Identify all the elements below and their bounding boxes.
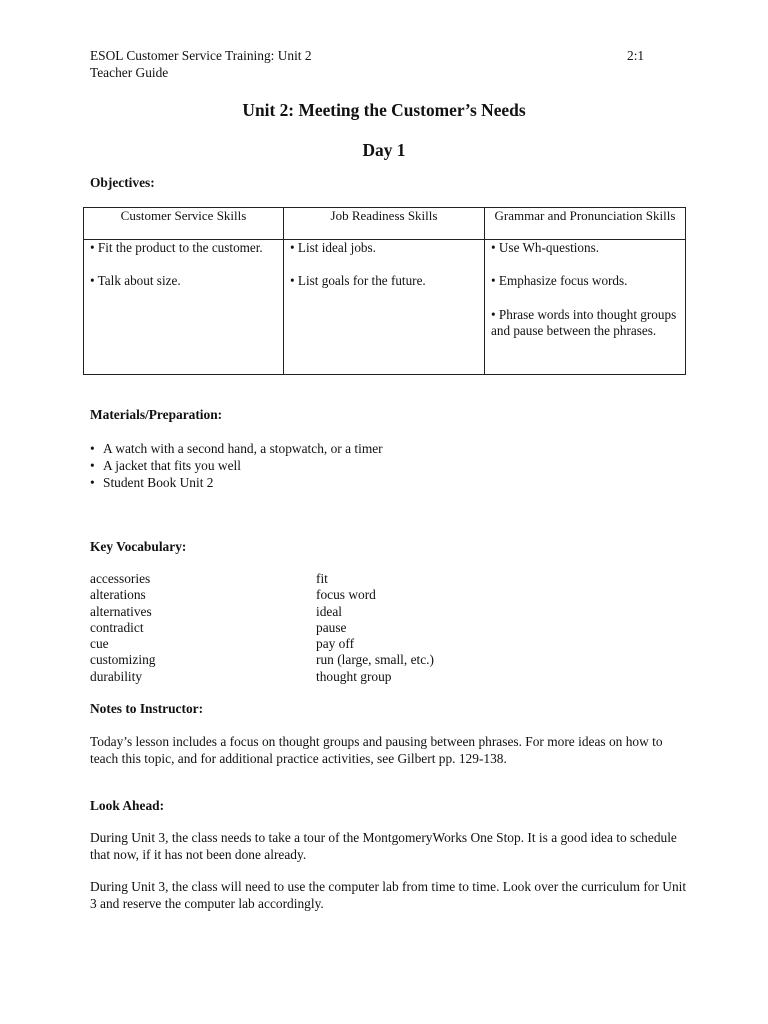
notes-heading: Notes to Instructor: (90, 701, 204, 716)
vocabulary-term: focus word (316, 587, 376, 603)
column-header-grammar-pronunciation: Grammar and Pronunciation Skills (485, 208, 686, 240)
header-course-title: ESOL Customer Service Training: Unit 2 (90, 48, 312, 63)
vocabulary-heading: Key Vocabulary: (90, 539, 187, 554)
list-item: • A watch with a second hand, a stopwatch, or a timer (90, 440, 383, 457)
vocabulary-term: customizing (90, 652, 156, 668)
column-header-job-readiness: Job Readiness Skills (284, 208, 485, 240)
vocabulary-term: accessories (90, 571, 151, 586)
vocabulary-term: contradict (90, 619, 144, 635)
unit-title: Unit 2: Meeting the Customer’s Needs (242, 100, 526, 120)
objectives-table (83, 207, 686, 375)
materials-list (90, 440, 383, 491)
day-heading: Day 1 (362, 140, 406, 160)
objective-item: • List ideal jobs. (290, 240, 376, 255)
objective-item: • Talk about size. (90, 273, 181, 289)
vocabulary-term: cue (90, 636, 109, 652)
objectives-heading: Objectives: (90, 175, 155, 190)
vocabulary-term: alterations (90, 587, 146, 603)
objectives-header-row (84, 208, 686, 240)
grammar-pronunciation-skills-cell (485, 240, 686, 375)
vocabulary-term: run (large, small, etc.) (316, 652, 434, 668)
objective-item: • Emphasize focus words. (491, 273, 628, 289)
column-header-customer-service: Customer Service Skills (84, 208, 284, 240)
look-ahead-heading: Look Ahead: (90, 798, 165, 813)
header-page-reference: 2:1 (627, 48, 645, 63)
vocabulary-column-1 (90, 571, 155, 685)
customer-service-skills-cell (84, 240, 284, 375)
objective-item: • Use Wh-questions. (491, 240, 600, 255)
vocabulary-term: durability (90, 668, 143, 684)
look-ahead-paragraph-1: During Unit 3, the class needs to take a tour of the MontgomeryWorks One Stop. It is a good idea to schedule that now, if it has not been done already. (90, 830, 677, 862)
job-readiness-skills-cell (284, 240, 485, 375)
vocabulary-term: pay off (316, 636, 355, 652)
materials-heading: Materials/Preparation: (90, 407, 223, 422)
list-item: • A jacket that fits you well (90, 457, 383, 474)
notes-paragraph: Today’s lesson includes a focus on thought groups and pausing between phrases. For more ideas on how to teach this topic, and for additional practice activities, see Gilbert pp. 129-138. (90, 734, 663, 766)
running-header (90, 48, 312, 81)
objectives-body-row (84, 240, 686, 375)
objective-item: • Phrase words into thought groups and pause between the phrases. (491, 306, 677, 339)
objective-item: • List goals for the future. (290, 273, 426, 289)
vocabulary-term: fit (316, 571, 328, 586)
vocabulary-term: thought group (316, 668, 392, 684)
vocabulary-term: alternatives (90, 603, 152, 619)
look-ahead-paragraph-2: During Unit 3, the class will need to use the computer lab from time to time. Look over the curriculum for Unit 3 and reserve the computer lab accordingly. (90, 879, 687, 911)
vocabulary-term: pause (316, 619, 347, 635)
list-item: • Student Book Unit 2 (90, 474, 383, 491)
vocabulary-term: ideal (316, 603, 343, 619)
vocabulary-column-2 (316, 571, 434, 685)
header-guide-label: Teacher Guide (90, 64, 169, 80)
objective-item: • Fit the product to the customer. (90, 240, 263, 255)
